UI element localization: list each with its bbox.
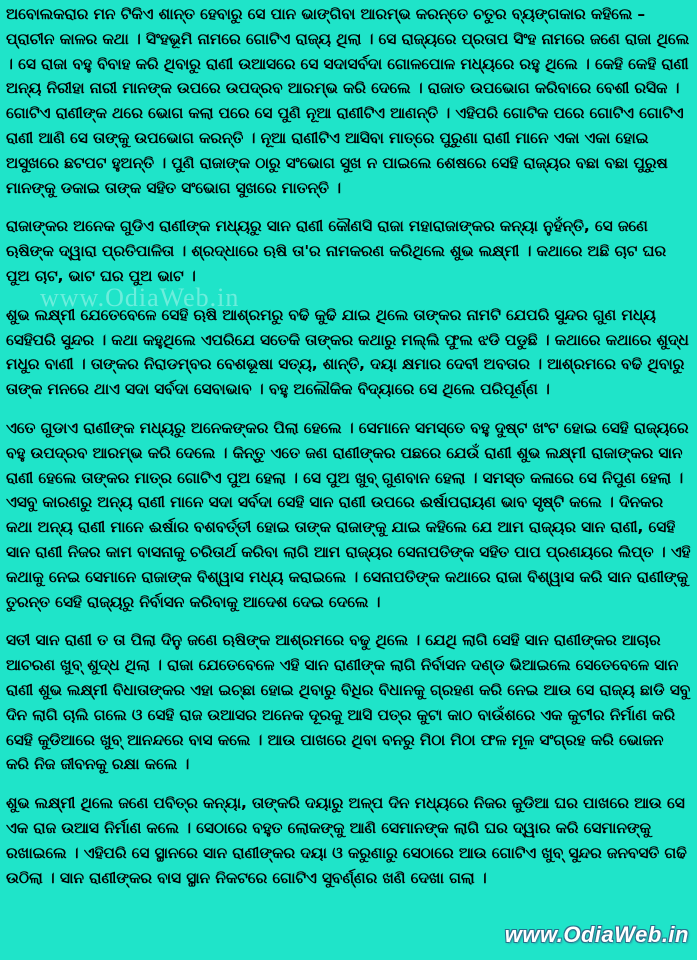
story-page (6, 2, 691, 904)
story-paragraph-1: ଅବୋଲକରାର ମନ ଟିକିଏ ଶାନ୍ତ ହେବାରୁ ସେ ପାନ ଭାଙ୍ଗିବା ଆରମ୍ଭ କରନ୍ତେ ଚତୁର ବ୍ୟଙ୍ଗକାର କହିଲେ – ପ୍ରାଚୀନ କାଳର କଥା । ସିଂହଭୂମି ନାମରେ ଗୋଟିଏ ରାଜ୍ୟ ଥିଲା । ସେ ରାଜ୍ୟରେ ପ୍ରତାପ ସିଂହ ନାମରେ ଜଣେ ରାଜା ଥିଲେ । ସେ ରାଜା ବହୁ ବିବାହ କରି ଥିବାରୁ ରାଣୀ ଉଆସରେ ସେ ସଦାସର୍ବଦା ଗୋଳପୋଳ ମଧ୍ୟରେ ରହୁ ଥିଲେ । କେହି କେହି ରାଣୀ ଅନ୍ୟ ନିରୀହା ନାରୀ ମାନଙ୍କ ଉପରେ ଉପଦ୍ରବ ଆରମ୍ଭ କରି ଦେଲେ । ରାଜାତ ଉପଭୋଗ କରିବାରେ ବେଶୀ ରସିକ । ଗୋଟିଏ ରାଣୀଙ୍କ ଥରେ ଭୋଗ କଲା ପରେ ସେ ପୁଣି ନୂଆ ରାଣୀଟିଏ ଆଣନ୍ତି । ଏହିପରି ଗୋଟିକ ପରେ ଗୋଟିଏ ଗୋଟିଏ ରାଣୀ ଆଣି ସେ ତାଙ୍କୁ ଉପଭୋଗ କରନ୍ତି । ନୂଆ ରାଣୀଟିଏ ଆସିବା ମାତ୍ରେ ପୁରୁଣା ରାଣୀ ମାନେ ଏକା ଏକା ହୋଇ ଅସୁଖରେ ଛଟପଟ ହୁଅନ୍ତି । ପୁଣି ରାଜାଙ୍କ ଠାରୁ ସଂଭୋଗ ସୁଖ ନ ପାଇଲେ ଶେଷରେ ସେହି ରାଜ୍ୟର ବଛା ବଛା ପୁରୁଷ ମାନଙ୍କୁ ଡକାଇ ତାଙ୍କ ସହିତ ସଂଭୋଗ ସୁଖରେ ମାତନ୍ତି । (6, 5, 690, 197)
story-paragraph-6: ଶୁଭ ଲକ୍ଷ୍ମୀ ଥିଲେ ଜଣେ ପବିତ୍ର କନ୍ୟା, ତାଙ୍କରି ଦୟାରୁ ଅଳ୍ପ ଦିନ ମଧ୍ୟରେ ନିଜର କୁଡିଆ ଘର ପାଖରେ ଆଉ ସେ ଏକ ରାଜ ଉଆସ ନିର୍ମାଣ କଲେ । ସେଠାରେ ବହୁତ ଲୋକଙ୍କୁ ଆଣି ସେମାନଙ୍କ ଲାଗି ଘର ଦ୍ୱାର କରି ସେମାନଙ୍କୁ ରଖାଇଲେ । ଏହିପରି ସେ ସ୍ଥାନରେ ସାନ ରାଣୀଙ୍କର ଦୟା ଓ କରୁଣାରୁ ସେଠାରେ ଆଉ ଗୋଟିଏ ଖୁବ୍ ସୁନ୍ଦର ଜନବସତି ଗଢି ଉଠିଲା । ସାନ ରାଣୀଙ୍କର ବାସ ସ୍ଥାନ ନିକଟରେ ଗୋଟିଏ ସୁବର୍ଣ୍ଣର ଖଣି ଦେଖା ଗଲା । (6, 794, 687, 887)
story-paragraph-3: ଶୁଭ ଲକ୍ଷ୍ମୀ ଯେତେବେଳେ ସେହି ଋଷି ଆଶ୍ରମରୁ ବଢି କୁଢି ଯାଇ ଥିଲେ ତାଙ୍କର ନାମଟି ଯେପରି ସୁନ୍ଦର ଗୁଣ ମଧ୍ୟ ସେହିପରି ସୁନ୍ଦର । କଥା କହୁଥିଲେ ଏପରିଯେ ସତେକି ତାଙ୍କର କଥାରୁ ମଲ୍ଲି ଫୁଲ ଝଡି ପଡୁଛି । କଥାରେ କଥାରେ ଶୁଦ୍ଧ ମଧୁର ବାଣୀ । ତାଙ୍କର ନିରାଡମ୍ବର ବେଶଭୂଷା ସତ୍ୟ, ଶାନ୍ତି, ଦୟା କ୍ଷମାର ଦେବୀ ଅବତାର । ଆଶ୍ରମରେ ବଢି ଥିବାରୁ ତାଙ୍କ ମନରେ ଥାଏ ସଦା ସର୍ବଦା ସେବାଭାବ । ବହୁ ଅଲୌକିକ ବିଦ୍ୟାରେ ସେ ଥିଲେ ପରିପୂର୍ଣ୍ଣ । (6, 305, 689, 399)
story-paragraph-4: ଏତେ ଗୁଡାଏ ରାଣୀଙ୍କ ମଧ୍ୟରୁ ଅନେକଙ୍କର ପିଲା ହେଲେ । ସେମାନେ ସମସ୍ତେ ବହୁ ଦୁଷ୍ଟ ଖଂଟ ହୋଇ ସେହି ରାଜ୍ୟରେ ବହୁ ଉପଦ୍ରବ ଆରମ୍ଭ କରି ଦେଲେ । କିନ୍ତୁ ଏତେ ଜଣ ରାଣୀଙ୍କର ପଛରେ ଯେଉଁ ରାଣୀ ଶୁଭ ଲକ୍ଷ୍ମୀ ରାଜାଙ୍କର ସାନ ରାଣୀ ହେଲେ ତାଙ୍କର ମାତ୍ର ଗୋଟିଏ ପୁଅ ହେଲା । ସେ ପୁଅ ଖୁବ୍ ଗୁଣବାନ ହେଲା । ସମସ୍ତ କଳାରେ ସେ ନିପୁଣ ହେଲା । ଏସବୁ କାରଣରୁ ଅନ୍ୟ ରାଣୀ ମାନେ ସଦା ସର୍ବଦା ସେହି ସାନ ରାଣୀ ଉପରେ ଈର୍ଷାପରାୟଣ ଭାବ ସୃଷ୍ଟି କଲେ । ଦିନକର କଥା ଅନ୍ୟ ରାଣୀ ମାନେ ଈର୍ଷାର ବଶବର୍ତ୍ତୀ ହୋଇ ତାଙ୍କ ରାଜାଙ୍କୁ ଯାଇ କହିଲେ ଯେ ଆମ ରାଜ୍ୟର ସାନ ରାଣୀ, ସେହି ସାନ ରାଣୀ ନିଜର କାମ ବାସନାକୁ ଚରିତାର୍ଥ କରିବା ଲାଗି ଆମ ରାଜ୍ୟର ସେନାପତିଙ୍କ ସହିତ ପାପ ପ୍ରଣୟରେ ଲିପ୍ତ । ଏହି କଥାକୁ ନେଇ ସେମାନେ ରାଜାଙ୍କ ବିଶ୍ୱାସ ମଧ୍ୟ କରାଇଲେ । ସେନାପତିଙ୍କ କଥାରେ ରାଜା ବିଶ୍ୱାସ କରି ସାନ ରାଣୀଙ୍କୁ ତୁରନ୍ତ ସେହି ରାଜ୍ୟରୁ ନିର୍ବାସନ କରିବାକୁ ଆଦେଶ ଦେଇ ଦେଲେ । (6, 418, 691, 611)
faint-watermark: www.OdiaWeb.in (40, 283, 240, 312)
story-paragraph-5: ସତୀ ସାନ ରାଣୀ ତ ତା ପିଲା ଦିନୁ ଜଣେ ଋଷିଙ୍କ ଆଶ୍ରମରେ ବଢୁ ଥିଲେ । ଯେଥି ଲାଗି ସେହି ସାନ ରାଣୀଙ୍କର ଆଚାର ଆଚରଣ ଖୁବ୍ ଶୁଦ୍ଧ ଥିଲା । ରାଜା ଯେତେବେଳେ ଏହି ସାନ ରାଣୀଙ୍କ ଲାଗି ନିର୍ବାସନ ଦଣ୍ଡ ଭିଆଇଲେ ସେତେବେଳେ ସାନ ରାଣୀ ଶୁଭ ଲକ୍ଷ୍ମୀ ବିଧାତାଙ୍କର ଏହା ଇଚ୍ଛା ହୋଇ ଥିବାରୁ ବିଧିର ବିଧାନକୁ ଗ୍ରହଣ କରି ନେଇ ଆଉ ସେ ରାଜ୍ୟ ଛାଡି ସବୁ ଦିନ ଲାଗି ଚାଲି ଗଲେ ଓ ସେହି ରାଜ ଉଆସର ଅନେକ ଦୂରକୁ ଆସି ପତ୍ର କୁଟା କାଠ ବାଉଁଶରେ ଏକ କୁଟୀର ନିର୍ମାଣ କରି ସେହି କୁଡିଆରେ ଖୁବ୍ ଆନନ୍ଦରେ ବାସ କଲେ । ଆଉ ପାଖରେ ଥିବା ବନରୁ ମିଠା ମିଠା ଫଳ ମୂଳ ସଂଗ୍ରହ କରି ଭୋଜନ କରି ନିଜ ଜୀବନକୁ ରକ୍ଷା କଲେ । (6, 631, 691, 774)
story-paragraph-2: ରାଜାଙ୍କର ଅନେକ ଗୁଡିଏ ରାଣୀଙ୍କ ମଧ୍ୟରୁ ସାନ ରାଣୀ କୌଣସି ରାଜା ମହାରାଜାଙ୍କର କନ୍ୟା ନୁହଁନ୍ତି, ସେ ଜଣେ ଋଷିଙ୍କ ଦ୍ୱାରା ପ୍ରତିପାଳିତା । ଶ୍ରଦ୍ଧାରେ ଋଷି ତା'ର ନାମକରଣ କରିଥିଲେ ଶୁଭ ଲକ୍ଷ୍ମୀ । କଥାରେ ଅଛି ଚାଟ ଘର ପୁଅ ଚାଟ, ଭାଟ ଘର ପୁଅ ଭାଟ । (6, 217, 666, 285)
site-watermark: www.OdiaWeb.in (504, 922, 689, 947)
